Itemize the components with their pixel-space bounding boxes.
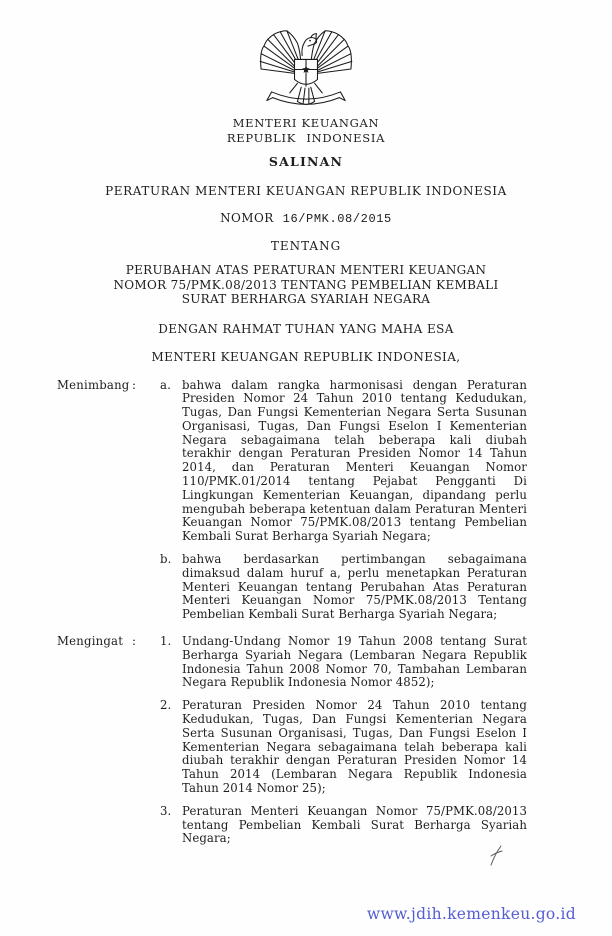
list-item [160,635,527,690]
mengingat-section [57,635,527,846]
list-item [160,379,527,545]
issuer-line: MENTERI KEUANGAN REPUBLIK INDONESIA, [151,349,461,364]
ministry-name: MENTERI KEUANGAN [232,116,380,130]
letterhead [0,0,612,169]
item-text: Undang-Undang Nomor 19 Tahun 2008 tentang Surat Berharga Syariah Negara (Lembaran Negara Republik Indonesia Tahun 2008 Nomor 70, Tambahan Lembaran Negara Republik Indonesia Nomor 4852); [182,634,527,690]
list-item [160,699,527,796]
title-block [0,184,612,364]
menimbang-label: Menimbang [57,377,130,392]
regulation-heading: PERATURAN MENTERI KEUANGAN REPUBLIK INDONESIA [105,184,507,198]
item-marker: 3. [160,803,172,818]
item-marker: 2. [160,698,172,713]
tentang-label: TENTANG [270,239,342,253]
garuda-pancasila-icon [0,26,612,112]
subject-line-3: SURAT BERHARGA SYARIAH NEGARA [181,292,431,306]
handwritten-initial-icon [486,843,506,873]
mengingat-items [160,635,527,846]
menimbang-items [160,379,527,623]
item-marker: b. [160,552,172,567]
list-item [160,805,527,846]
jdih-website-link[interactable]: www.jdih.kemenkeu.go.id [366,905,576,923]
menimbang-section [57,379,527,623]
subject-line-1: PERUBAHAN ATAS PERATURAN MENTERI KEUANGAN [125,263,487,277]
regulation-number [0,211,612,226]
item-text: Peraturan Presiden Nomor 24 Tahun 2010 tentang Kedudukan, Tugas, Dan Fungsi Kementerian Negara Serta Susunan Organisasi, Tugas, Dan Fungsi Eselon I Kementerian Negara sebagaimana telah beberapa kali diubah terakhir dengan Peraturan Presiden Nomor 14 Tahun 2014 (Lembaran Negara Republik Indonesia Tahun 2014 Nomor 25); [182,698,527,796]
mengingat-label: Mengingat [57,634,124,649]
clauses [57,379,527,847]
invocation-line: DENGAN RAHMAT TUHAN YANG MAHA ESA [158,321,454,336]
menimbang-colon: : [132,377,136,392]
number-value: 16/PMK.08/2015 [282,212,392,226]
number-label: NOMOR [220,211,274,225]
salinan-stamp: SALINAN [268,154,344,169]
mengingat-colon: : [132,634,136,649]
item-text: bahwa berdasarkan pertimbangan sebagaimana dimaksud dalam huruf a, perlu menetapkan Peraturan Menteri Keuangan tentang Perubahan Atas Peraturan Menteri Keuangan Nomor 75/PMK.08/2013 Tentang Pembelian Kembali Surat Berharga Syariah Negara; [182,552,527,622]
republic-name: REPUBLIK INDONESIA [226,131,386,145]
list-item [160,553,527,622]
item-marker: 1. [160,634,172,649]
subject-line-2: NOMOR 75/PMK.08/2013 TENTANG PEMBELIAN KEMBALI [113,277,499,292]
regulation-subject [0,263,612,307]
item-text: bahwa dalam rangka harmonisasi dengan Peraturan Presiden Nomor 24 Tahun 2010 tentang Kedudukan, Tugas, Dan Fungsi Kementerian Negara Serta Susunan Organisasi, Tugas, Dan Fungsi Eselon I Kementerian Negara sebagaimana telah beberapa kali diubah terakhir dengan Peraturan Presiden Nomor 14 Tahun 2014, dan Peraturan Menteri Keuangan Nomor 110/PMK.01/2014 tentang Pejabat Pengganti Di Lingkungan Kementerian Keuangan, dipandang perlu mengubah beberapa ketentuan dalam Peraturan Menteri Keuangan Nomor 75/PMK.08/2013 tentang Pembelian Kembali Surat Berharga Syariah Negara; [182,377,527,544]
item-text: Peraturan Menteri Keuangan Nomor 75/PMK.08/2013 tentang Pembelian Kembali Surat Berharga Syariah Negara; [182,803,527,846]
item-marker: a. [160,377,171,392]
